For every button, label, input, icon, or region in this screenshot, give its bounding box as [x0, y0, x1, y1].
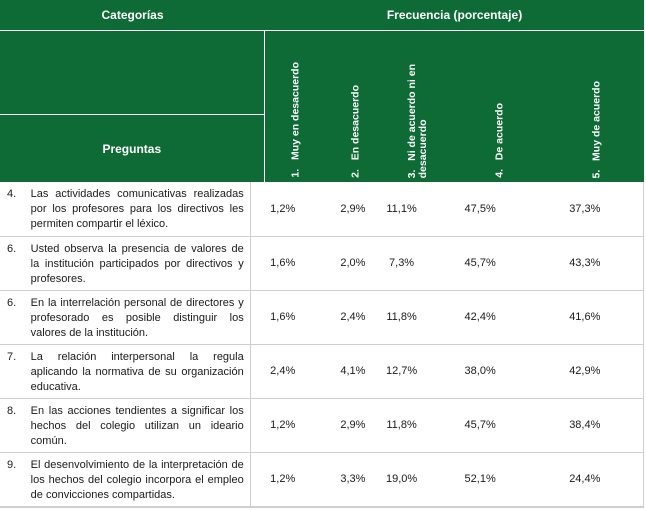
value-cell: 2,4% [270, 365, 296, 377]
table-row [0, 237, 644, 291]
value-cell: 12,7% [385, 365, 418, 377]
value-cell: 11,8% [386, 311, 417, 323]
column-header-num: 2. [349, 169, 362, 178]
value-cell: 7,3% [389, 257, 415, 269]
table-row [0, 345, 644, 399]
value-cell: 1,6% [270, 257, 296, 269]
value-cell: 38,4% [569, 419, 601, 431]
column-header-3 [385, 31, 451, 182]
question-text: El desenvolvimiento de la interpretación de los hechos del colegio incorpora el empleo de convicciones compartidas. [31, 453, 251, 506]
column-header-label: Muy de acuerdo [590, 80, 603, 161]
column-header-label: De acuerdo [493, 103, 506, 161]
question-text: Usted observa la presencia de valores de la institución participados por directivos y profesores. [31, 237, 251, 290]
question-number: 8. [7, 405, 17, 417]
column-header-num: 3. [406, 169, 419, 178]
value-cell: 1,2% [270, 419, 296, 431]
column-header-num: 1. [289, 169, 302, 178]
value-cell: 1,2% [270, 473, 296, 485]
column-header-label: Muy en desacuerdo [289, 62, 302, 161]
header-preguntas-cell [0, 31, 265, 182]
question-number: 7. [7, 351, 17, 363]
question-text: Las actividades comunicativas realizadas por los profesores para los directivos les permiten compartir el léxico. [31, 182, 251, 236]
question-number: 6. [7, 297, 17, 309]
value-cell: 45,7% [464, 419, 496, 431]
value-cell: 37,3% [569, 202, 601, 215]
value-cell: 47,5% [464, 202, 496, 215]
question-text: En la interrelación personal de directores y profesorado es posible distinguir los valores de la institución. [31, 291, 251, 344]
table-row [0, 291, 644, 345]
value-cell: 19,0% [385, 473, 418, 485]
question-number: 6. [7, 243, 17, 255]
value-cell: 2,9% [340, 419, 366, 431]
header-preguntas: Preguntas [102, 141, 162, 156]
value-cell: 11,8% [386, 419, 417, 431]
value-cell: 43,3% [569, 257, 601, 269]
table-row [0, 399, 644, 453]
value-cell: 45,7% [464, 257, 496, 269]
column-header-2 [327, 31, 386, 182]
value-cell: 2,4% [340, 311, 366, 323]
value-cell: 41,6% [569, 311, 601, 323]
value-cell: 3,3% [340, 473, 366, 485]
question-number: 9. [7, 459, 17, 471]
table-header-top [0, 0, 644, 30]
value-cell: 1,2% [270, 202, 296, 215]
question-text: La relación interpersonal la regula aplicando la normativa de su organización educativa. [31, 345, 251, 398]
header-categorias: Categorías [101, 8, 164, 22]
table-row [0, 453, 644, 507]
value-cell: 24,4% [569, 473, 601, 485]
column-header-5 [549, 31, 644, 182]
column-header-num: 5. [590, 169, 603, 178]
column-header-1 [265, 31, 327, 182]
value-cell: 42,4% [464, 311, 496, 323]
value-cell: 1,6% [270, 311, 296, 323]
table-body [0, 182, 644, 507]
column-header-label: Ni de acuerdo ni en desacuerdo [406, 63, 430, 178]
column-header-num: 4. [493, 169, 506, 178]
table-row [0, 182, 644, 237]
value-cell: 11,1% [386, 202, 417, 215]
question-number: 4. [7, 188, 17, 200]
header-frecuencia: Frecuencia (porcentaje) [386, 8, 523, 22]
table-header-columns [0, 30, 644, 182]
value-cell: 4,1% [340, 365, 366, 377]
column-header-4 [451, 31, 549, 182]
value-cell: 52,1% [464, 473, 496, 485]
column-header-label: En desacuerdo [349, 85, 362, 161]
value-cell: 42,9% [569, 365, 601, 377]
value-cell: 38,0% [464, 365, 496, 377]
value-cell: 2,9% [340, 202, 366, 215]
question-text: En las acciones tendientes a significar los hechos del colegio utilizan un ideario común. [31, 399, 251, 452]
value-cell: 2,0% [340, 257, 366, 269]
